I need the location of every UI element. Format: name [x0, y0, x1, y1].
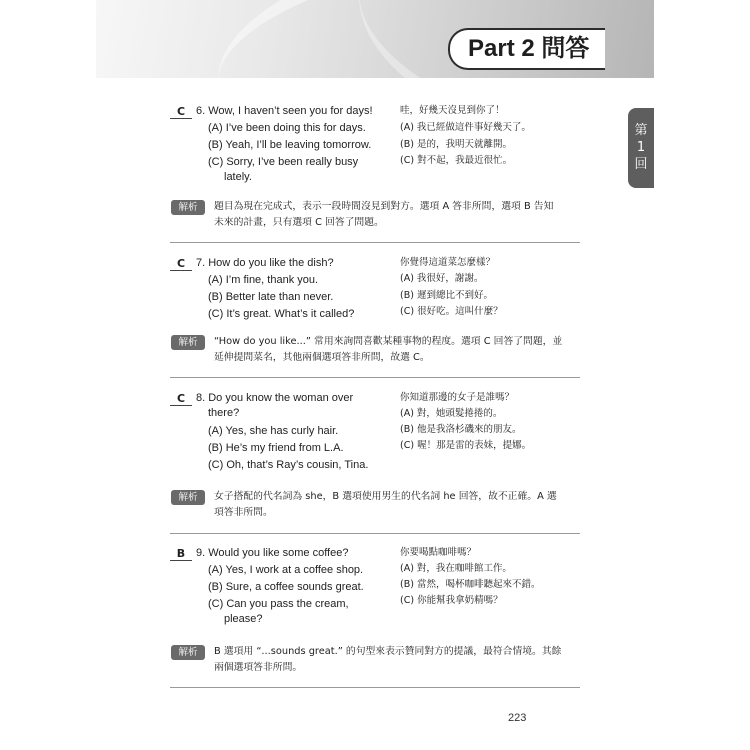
section-divider [170, 242, 580, 243]
answer-key: C [170, 257, 192, 271]
section-divider [170, 533, 580, 534]
question-text: 7. How do you like the dish? [196, 257, 334, 269]
translation-a: (A) 我已經做這件事好幾天了。 [400, 122, 531, 133]
option-b: (B) Better late than never. [208, 291, 334, 303]
option-c: (C) It’s great. What’s it called? [208, 308, 355, 320]
explanation-line: “How do you like...” 常用來詢問喜歡某種事物的程度。選項 C 回答了問題，並 [214, 336, 563, 347]
translation-question: 你覺得這道菜怎麼樣？ [400, 257, 496, 268]
question-text-cont: there? [208, 407, 240, 419]
option-a: (A) I’m fine, thank you. [208, 274, 319, 286]
section-divider [170, 377, 580, 378]
side-tab-char: 1 [636, 140, 646, 155]
translation-c: (C) 你能幫我拿奶精嗎？ [400, 595, 503, 606]
option-c: (C) Can you pass the cream, [208, 598, 349, 610]
translation-b: (B) 他是我洛杉磯來的朋友。 [400, 424, 522, 435]
part-title: Part 2 問答 [448, 28, 605, 70]
translation-a: (A) 對，我在咖啡館工作。 [400, 563, 512, 574]
translation-a: (A) 對，她頭髮捲捲的。 [400, 408, 503, 419]
translation-question: 你要喝點咖啡嗎？ [400, 547, 477, 558]
translation-question: 哇，好幾天沒見到你了！ [400, 105, 505, 116]
option-b: (B) Sure, a coffee sounds great. [208, 581, 364, 593]
explanation-line: 題目為現在完成式，表示一段時間沒見到對方。選項 A 答非所問，選項 B 告知 [214, 201, 554, 212]
explanation-line: 延伸提問菜名，其他兩個選項答非所問，故選 C。 [214, 352, 430, 363]
side-tab-char: 回 [634, 157, 648, 172]
translation-question: 你知道那邊的女子是誰嗎？ [400, 392, 515, 403]
question-text: 9. Would you like some coffee? [196, 547, 349, 559]
option-b: (B) Yeah, I’ll be leaving tomorrow. [208, 139, 372, 151]
answer-key: C [170, 105, 192, 119]
explanation-text [214, 489, 586, 521]
question-text: 8. Do you know the woman over [196, 392, 354, 404]
translation-b: (B) 遲到總比不到好。 [400, 290, 493, 301]
translation-c: (C) 對不起，我最近很忙。 [400, 155, 513, 166]
explanation-badge: 解析 [171, 645, 205, 660]
translation-b: (B) 當然，喝杯咖啡聽起來不錯。 [400, 579, 541, 590]
explanation-text [214, 644, 586, 676]
page-number: 223 [508, 712, 527, 724]
option-c: (C) Sorry, I’ve been really busy [208, 156, 359, 168]
translation-a: (A) 我很好，謝謝。 [400, 273, 484, 284]
translation-c: (C) 喔！那是雷的表妹，提娜。 [400, 440, 532, 451]
option-c-cont: please? [224, 613, 263, 625]
explanation-text [214, 199, 586, 231]
option-a: (A) Yes, she has curly hair. [208, 425, 339, 437]
explanation-line: 未來的計畫，只有選項 C 回答了問題。 [214, 217, 384, 228]
option-b: (B) He’s my friend from L.A. [208, 442, 344, 454]
translation-c: (C) 很好吃。這叫什麼？ [400, 306, 503, 317]
option-c: (C) Oh, that’s Ray’s cousin, Tina. [208, 459, 369, 471]
explanation-badge: 解析 [171, 490, 205, 505]
option-a: (A) I’ve been doing this for days. [208, 122, 366, 134]
explanation-text [214, 334, 586, 366]
explanation-line: 女子搭配的代名詞為 she，B 選項使用男生的代名詞 he 回答，故不正確。A 選 [214, 491, 557, 502]
explanation-line: 項答非所問。 [214, 507, 273, 518]
explanation-line: 兩個選項答非所問。 [214, 662, 303, 673]
question-text: 6. Wow, I haven’t seen you for days! [196, 105, 373, 117]
translation-b: (B) 是的，我明天就離開。 [400, 139, 512, 150]
explanation-badge: 解析 [171, 200, 205, 215]
answer-key: C [170, 392, 192, 406]
explanation-line: B 選項用 “...sounds great.” 的句型來表示贊同對方的提議，最符合情境。其餘 [214, 646, 562, 657]
side-tab-char: 第 [634, 123, 648, 138]
option-c-cont: lately. [224, 171, 252, 183]
section-divider [170, 687, 580, 688]
question-section [96, 0, 654, 740]
answer-key: B [170, 547, 192, 561]
explanation-badge: 解析 [171, 335, 205, 350]
option-a: (A) Yes, I work at a coffee shop. [208, 564, 364, 576]
